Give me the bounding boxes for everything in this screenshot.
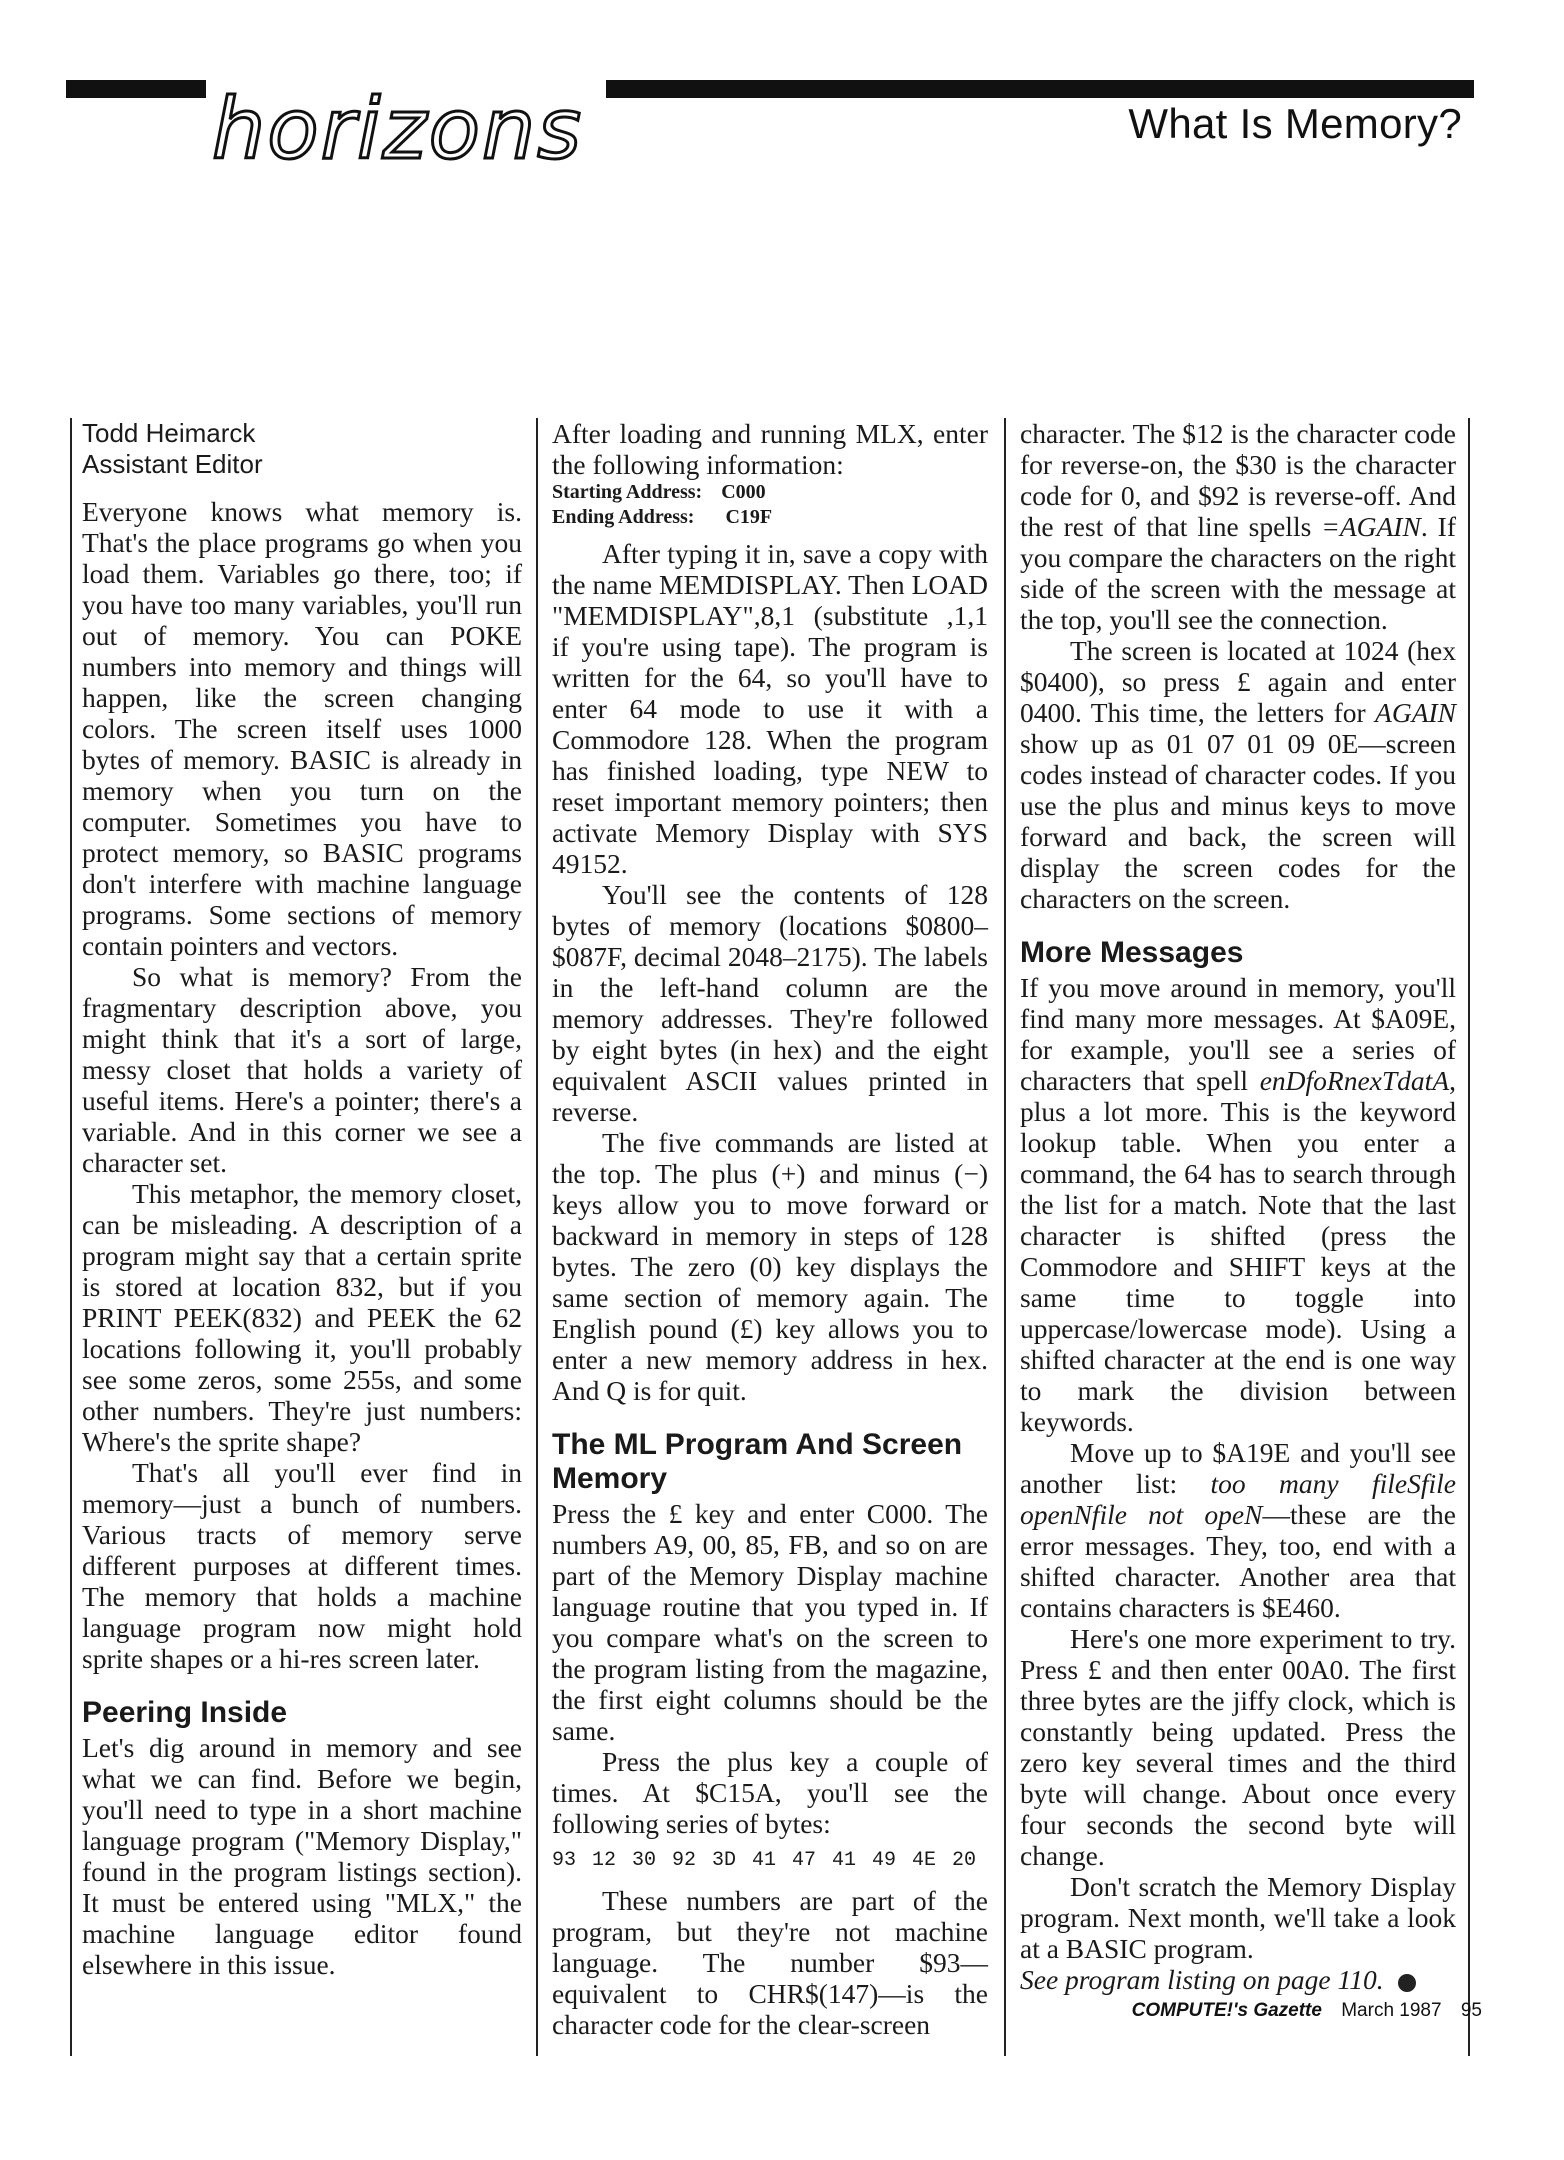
article-column-1: [82, 418, 522, 1980]
column-rule-1: [536, 418, 538, 2056]
section-heading: Peering Inside: [82, 1696, 288, 1729]
paragraph: These numbers are part of the program, but they're not machine language. The number $93—equivalent to CHR$(147)—is the character code for the clear-screen: [552, 1885, 988, 2040]
paragraph: [1020, 635, 1456, 914]
page-title: What Is Memory?: [1128, 100, 1462, 147]
text-run: show up as 01 07 01 09 0E—screen codes instead of character codes. If you use the plus and minus keys to move forward and back, the screen will display the screen codes for the characters on the screen.: [1020, 728, 1456, 914]
author-name: Todd Heimarck: [82, 418, 256, 448]
starting-address-line: [552, 480, 988, 505]
byte-sequence: 93 12 30 92 3D 41 47 41 49 4E 20: [552, 1849, 977, 1872]
column-rule-left: [70, 418, 72, 2056]
paragraph: After loading and running MLX, enter the following information:: [552, 418, 988, 480]
text-run: Move up to $A19E and you'll see another list:: [1020, 1437, 1456, 1499]
paragraph: Everyone knows what memory is. That's the place programs go when you load them. Variables go there, too; if you have too many variables, you'll run out of memory. You can POKE numbers into memory and things will happen, like the screen changing colors. The screen itself uses 1000 bytes of memory. BASIC is already in memory when you turn on the computer. Sometimes you have to protect memory, so BASIC programs don't interfere with machine language programs. Some sections of memory contain pointers and vectors.: [82, 496, 522, 961]
text-run-italic: AGAIN: [1375, 697, 1456, 728]
paragraph: You'll see the contents of 128 bytes of memory (locations $0800–$087F, decimal 2048–2175). The labels in the left-hand column are the memory addresses. They're followed by eight bytes (in hex) and the eight equivalent ASCII values printed in reverse.: [552, 879, 988, 1127]
ending-address-label: Ending Address:: [552, 506, 695, 528]
horizons-logo: [206, 62, 606, 182]
ending-address-value: C19F: [725, 506, 773, 528]
program-listing-note: [1020, 1964, 1456, 1995]
paragraph: Press the £ key and enter C000. The numbers A9, 00, 85, FB, and so on are part of the Memory Display machine language routine that you typed in. If you compare what's on the screen to the program listing from the magazine, the first eight columns should be the same.: [552, 1498, 988, 1746]
author-role: Assistant Editor: [82, 449, 263, 479]
ending-address-line: [552, 505, 988, 530]
paragraph: So what is memory? From the fragmentary description above, you might think that it's a sort of large, messy closet that holds a variety of useful items. Here's a pointer; there's a variable. And in this corner we see a character set.: [82, 961, 522, 1178]
starting-address-label: Starting Address:: [552, 481, 703, 503]
byline: [82, 418, 522, 480]
listing-text: See program listing on page 110.: [1020, 1964, 1384, 1995]
text-run: , plus a lot more. This is the keyword lookup table. When you enter a command, the 64 has to search through the list for a match. Note that the last character is shifted (press the Commodore and SHIFT keys at the same time to toggle into uppercase/lowercase mode). Using a shifted character at the end is one way to mark the division between keywords.: [1020, 1065, 1456, 1437]
paragraph: Press the plus key a couple of times. At $C15A, you'll see the following series of bytes:: [552, 1746, 988, 1839]
paragraph: [1020, 1437, 1456, 1623]
paragraph: This metaphor, the memory closet, can be misleading. A description of a program might say that a certain sprite is stored at location 832, but if you PRINT PEEK(832) and PEEK the 62 locations following it, you'll probably see some zeros, some 255s, and some other numbers. They're just numbers: Where's the sprite shape?: [82, 1178, 522, 1457]
logo-text: horizons: [212, 80, 583, 178]
end-mark-icon: [1398, 1974, 1416, 1992]
text-run: character. The $12 is the character code for reverse-on, the $30 is the character code for 0, and $92 is reverse-off. And the rest of that line spells: [1020, 418, 1456, 542]
paragraph: [1020, 418, 1456, 635]
text-run-italic: too many fileSfile openNfile not opeN: [1020, 1468, 1456, 1530]
paragraph: That's all you'll ever find in memory—just a bunch of numbers. Various tracts of memory serve different purposes at different times. The memory that holds a machine language program now might hold sprite shapes or a hi-res screen later.: [82, 1457, 522, 1674]
issue-date: March 1987: [1341, 2000, 1442, 2021]
paragraph: Don't scratch the Memory Display program. Next month, we'll take a look at a BASIC program.: [1020, 1871, 1456, 1964]
text-run: —these are the error messages. They, too, end with a shifted character. Another area that contains characters is $E460.: [1020, 1499, 1456, 1623]
starting-address-value: C000: [721, 481, 766, 503]
paragraph: Let's dig around in memory and see what we can find. Before we begin, you'll need to type in a short machine language program ("Memory Display," found in the program listings section). It must be entered using "MLX," the machine language editor found elsewhere in this issue.: [82, 1732, 522, 1980]
section-heading: The ML Program And Screen Memory: [552, 1428, 963, 1495]
text-run-italic: =AGAIN: [1321, 511, 1421, 542]
publication-name: COMPUTE!'s Gazette: [1131, 2000, 1322, 2021]
page-number: 95: [1460, 2000, 1482, 2021]
paragraph: The five commands are listed at the top. The plus (+) and minus (−) keys allow you to move forward or backward in memory in steps of 128 bytes. The zero (0) key displays the same section of memory again. The English pound (£) key allows you to enter a new memory address in hex. And Q is for quit.: [552, 1127, 988, 1406]
text-run: The screen is located at 1024 (hex $0400), so press £ again and enter 0400. This time, the letters for: [1020, 635, 1456, 728]
column-rule-2: [1004, 418, 1006, 2056]
text-run: . If you compare the characters on the right side of the screen with the message at the top, you'll see the connection.: [1020, 511, 1456, 635]
paragraph: After typing it in, save a copy with the name MEMDISPLAY. Then LOAD "MEMDISPLAY",8,1 (substitute ,1,1 if you're using tape). The program is written for the 64, so you'll have to enter 64 mode to use it with a Commodore 128. When the program has finished loading, type NEW to reset important memory pointers; then activate Memory Display with SYS 49152.: [552, 538, 988, 879]
page-footer: [1118, 2000, 1482, 2022]
article-column-3: [1020, 418, 1456, 1995]
text-run: If you move around in memory, you'll find many more messages. At $A09E, for example, you'll see a series of characters that spell: [1020, 972, 1456, 1096]
paragraph: Here's one more experiment to try. Press £ and then enter 00A0. The first three bytes are the jiffy clock, which is constantly being updated. Press the zero key several times and the third byte will change. About once every four seconds the second byte will change.: [1020, 1623, 1456, 1871]
column-rule-right: [1468, 418, 1470, 2056]
paragraph: [1020, 972, 1456, 1437]
article-column-2: [552, 418, 988, 2040]
text-run-italic: enDfoRnexTdatA: [1259, 1065, 1450, 1096]
section-heading: More Messages: [1020, 936, 1244, 969]
